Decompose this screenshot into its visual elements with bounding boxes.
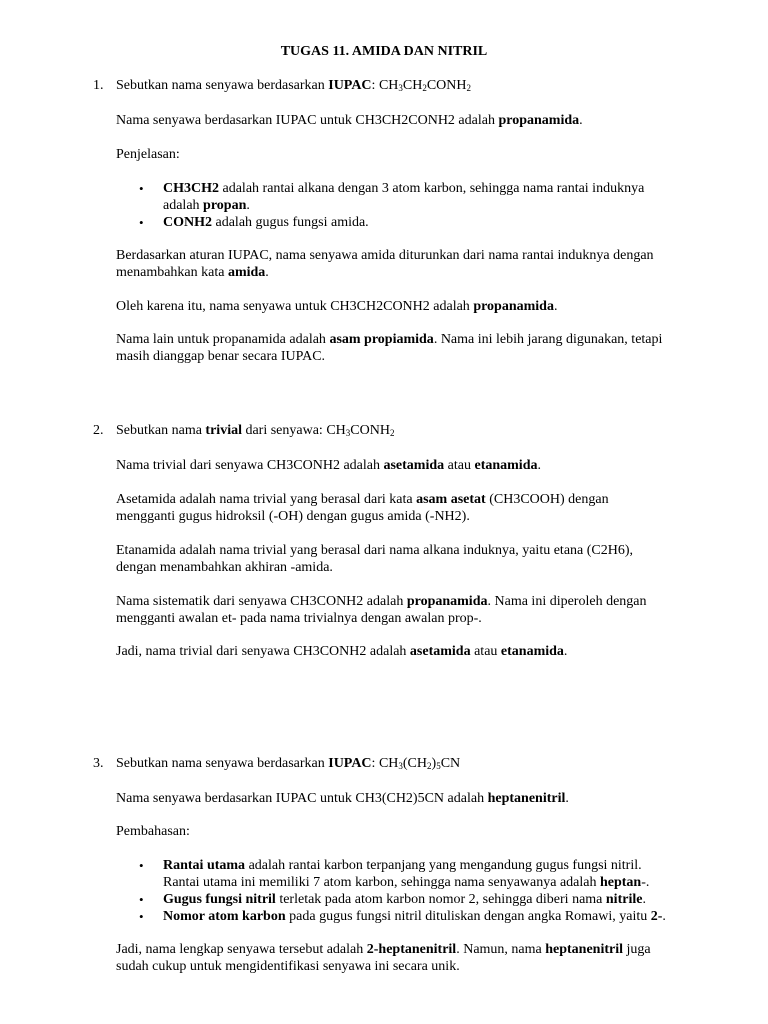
question-3-formula: $CH_3(CH_2)_5CN$ (378, 756, 461, 771)
question-2-number: 2. (93, 423, 104, 438)
bullet-icon: • (139, 892, 144, 907)
question-1-paragraph-1: Berdasarkan aturan IUPAC, nama senyawa amida diturunkan dari nama rantai induknya dengan menambahkan kata amida. (116, 248, 654, 280)
question-3-answer: Nama senyawa berdasarkan IUPAC untuk CH3(CH2)5CN adalah heptanenitril. (116, 791, 569, 806)
question-2-paragraph-1: Asetamida adalah nama trivial yang berasal dari kata asam asetat (CH3COOH) dengan mengganti gugus hidroksil (-OH) dengan gugus amida (-NH2). (116, 492, 609, 524)
question-1-bullet-1: CH3CH2 adalah rantai alkana dengan 3 atom karbon, sehingga nama rantai induknya adalah propan. (163, 181, 645, 213)
question-1-paragraph-3: Nama lain untuk propanamida adalah asam propiamida. Nama ini lebih jarang digunakan, tetapi masih dianggap benar secara IUPAC. (116, 332, 663, 364)
question-1-paragraph-2: Oleh karena itu, nama senyawa untuk CH3CH2CONH2 adalah propanamida. (116, 299, 558, 314)
question-1-formula: $CH_3CH_2CONH_2$ (378, 78, 472, 93)
question-3-paragraph-1: Jadi, nama lengkap senyawa tersebut adalah 2-heptanenitril. Namun, nama heptanenitril juga sudah cukup untuk mengidentifikasi senyawa ini secara unik. (116, 942, 651, 974)
question-2-text: Sebutkan nama trivial dari senyawa: $CH_3CONH_2$ (116, 423, 395, 438)
question-2-formula: $CH_3CONH_2$ (326, 423, 395, 438)
question-3-number: 3. (93, 756, 104, 771)
question-1-bullet-2: CONH2 adalah gugus fungsi amida. (163, 215, 369, 230)
question-1-text: Sebutkan nama senyawa berdasarkan IUPAC: $CH_3CH_2CONH_2$ (116, 78, 472, 93)
question-1-explain-label: Penjelasan: (116, 147, 180, 162)
question-3-explain-label: Pembahasan: (116, 824, 190, 839)
question-2-answer: Nama trivial dari senyawa CH3CONH2 adalah asetamida atau etanamida. (116, 458, 541, 473)
document-title: TUGAS 11. AMIDA DAN NITRIL (280, 44, 488, 59)
question-2-paragraph-3: Nama sistematik dari senyawa CH3CONH2 adalah propanamida. Nama ini diperoleh dengan mengganti awalan et- pada nama trivialnya dengan awalan prop-. (116, 594, 647, 626)
question-2-paragraph-2: Etanamida adalah nama trivial yang berasal dari nama alkana induknya, yaitu etana (C2H6), dengan menambahkan akhiran -amida. (116, 543, 634, 575)
question-1-number: 1. (93, 78, 104, 93)
question-1-answer: Nama senyawa berdasarkan IUPAC untuk CH3CH2CONH2 adalah propanamida. (116, 113, 583, 128)
bullet-icon: • (139, 858, 144, 873)
bullet-icon: • (139, 181, 144, 196)
question-3-bullet-2: Gugus fungsi nitril terletak pada atom karbon nomor 2, sehingga diberi nama nitrile. (163, 892, 646, 907)
bullet-icon: • (139, 215, 144, 230)
question-2-paragraph-4: Jadi, nama trivial dari senyawa CH3CONH2 adalah asetamida atau etanamida. (116, 644, 568, 659)
question-3-bullet-1: Rantai utama adalah rantai karbon terpanjang yang mengandung gugus fungsi nitril. Rantai utama ini memiliki 7 atom karbon, sehingga nama senyawanya adalah heptan-. (163, 858, 650, 890)
question-3-text: Sebutkan nama senyawa berdasarkan IUPAC: $CH_3(CH_2)_5CN$ (116, 756, 461, 771)
question-3-bullet-3: Nomor atom karbon pada gugus fungsi nitril dituliskan dengan angka Romawi, yaitu 2-. (163, 909, 666, 924)
bullet-icon: • (139, 909, 144, 924)
